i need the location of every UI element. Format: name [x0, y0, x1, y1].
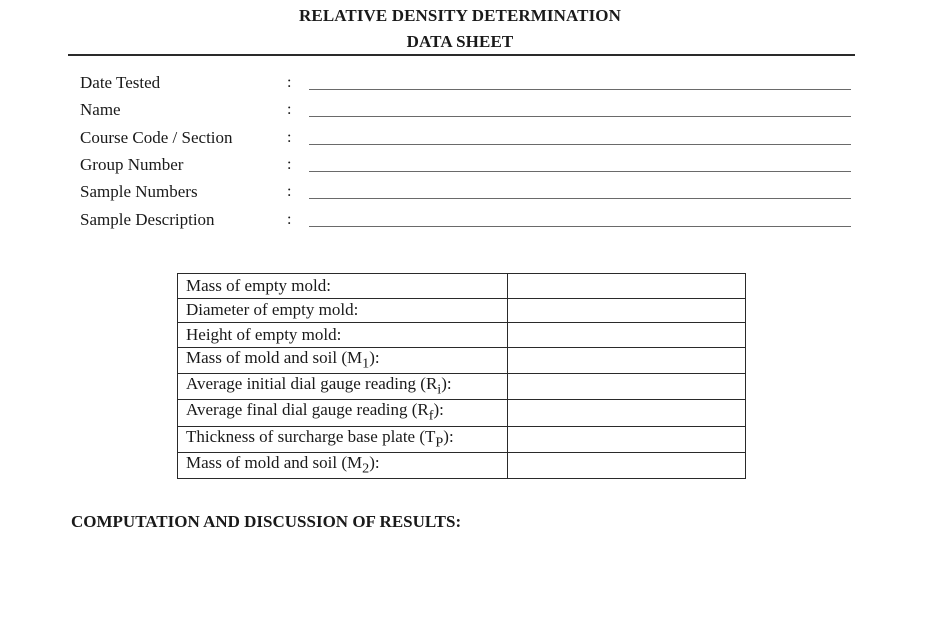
- field-course-code-section: [0, 128, 934, 154]
- field-date-tested: [0, 73, 934, 99]
- table-row: [178, 298, 746, 323]
- field-separator: :: [287, 101, 292, 118]
- measurements-table: [177, 273, 746, 479]
- measurement-value-cell[interactable]: [508, 400, 746, 426]
- measurement-value-cell[interactable]: [508, 426, 746, 452]
- field-sample-description: [0, 210, 934, 236]
- measurement-label: Diameter of empty mold:: [178, 298, 508, 323]
- sample-description-blank[interactable]: [309, 226, 851, 227]
- field-label: Name: [80, 100, 121, 119]
- group-number-blank[interactable]: [309, 171, 851, 172]
- field-separator: :: [287, 211, 292, 228]
- field-sample-numbers: [0, 182, 934, 208]
- measurement-value-cell[interactable]: [508, 323, 746, 348]
- document-subtitle: DATA SHEET: [406, 32, 514, 51]
- field-separator: :: [287, 74, 292, 91]
- field-separator: :: [287, 183, 292, 200]
- field-name: [0, 100, 934, 126]
- measurement-value-cell[interactable]: [508, 298, 746, 323]
- field-separator: :: [287, 129, 292, 146]
- field-label: Sample Description: [80, 210, 215, 229]
- table-row: [178, 453, 746, 479]
- measurement-label: Mass of empty mold:: [178, 274, 508, 299]
- course-code-section-blank[interactable]: [309, 144, 851, 145]
- header-divider: [68, 54, 855, 56]
- date-tested-blank[interactable]: [309, 89, 851, 90]
- measurement-value-cell[interactable]: [508, 347, 746, 373]
- field-label: Group Number: [80, 155, 184, 174]
- table-row: [178, 347, 746, 373]
- sample-numbers-blank[interactable]: [309, 198, 851, 199]
- name-blank[interactable]: [309, 116, 851, 117]
- table-row: [178, 400, 746, 426]
- measurement-label: Thickness of surcharge base plate $(T_P)$:: [178, 426, 508, 452]
- table-row: [178, 373, 746, 399]
- table-row: [178, 323, 746, 348]
- results-heading: COMPUTATION AND DISCUSSION OF RESULTS:: [71, 512, 462, 531]
- document-title: RELATIVE DENSITY DETERMINATION: [299, 6, 621, 25]
- measurement-value-cell[interactable]: [508, 453, 746, 479]
- field-label: Date Tested: [80, 73, 161, 92]
- measurement-label: Average final dial gauge reading $(R_f)$:: [178, 400, 508, 426]
- table-row: [178, 426, 746, 452]
- field-label: Course Code / Section: [80, 128, 233, 147]
- field-label: Sample Numbers: [80, 182, 198, 201]
- measurement-label: Average initial dial gauge reading $(R_i)$:: [178, 373, 508, 399]
- field-group-number: [0, 155, 934, 181]
- table-row: [178, 274, 746, 299]
- measurement-label: Mass of mold and soil $(M_2)$:: [178, 453, 508, 479]
- measurement-label: Mass of mold and soil $(M_1)$:: [178, 347, 508, 373]
- field-separator: :: [287, 156, 292, 173]
- measurement-label: Height of empty mold:: [178, 323, 508, 348]
- measurement-value-cell[interactable]: [508, 373, 746, 399]
- measurement-value-cell[interactable]: [508, 274, 746, 299]
